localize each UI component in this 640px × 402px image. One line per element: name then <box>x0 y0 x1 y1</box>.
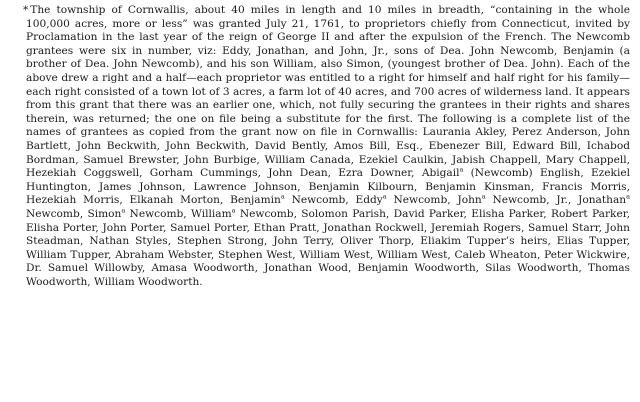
text-segment: Newcomb, Solomon Parish, David Parker, Elisha Parker, Robert Parker, Elisha Porter, John Porter, Samuel Porter, Ethan Pratt, Jonathan Rockwell, Jeremiah Rogers, Samuel Starr, John Steadman, Nathan Styles, Stephen Strong, John Terry, Oliver Thorp, Eliakim Tupper’s heirs, Elias Tupper, William Tupper, Abraham Webster, Stephen West, William West, William West, Caleb Wheaton, Peter Wickwire, Dr. Samuel Willowby, Amasa Woodworth, Jonathan Wood, Benjamin Woodworth, Silas Woodworth, Thomas Woodworth, William Woodworth. <box>26 207 631 288</box>
superscript-mark: a <box>280 192 285 201</box>
superscript-mark: a <box>459 165 464 174</box>
superscript-mark: a <box>481 192 486 201</box>
text-segment: The township of Cornwallis, about 40 miles in length and 10 miles in breadth, “containing in the whole 100,000 acres, more or less” was granted July 21, 1761, to proprietors chiefly from Connecticut, invited by Proclamation in the last year of the reign of George II and after the expulsion of the French. The Newcomb grantees were six in number, viz: Eddy, Jonathan, and John, Jr., sons of Dea. John Newcomb, Benjamin (a brother of Dea. John Newcomb), and his son William, also Simon, (youngest brother of Dea. John). Each of the above drew a right and a half—each proprietor was entitled to a right for himself and half right for his family—each right consisted of a town lot of 3 acres, a farm lot of 40 acres, and 700 acres of wilderness land. It appears from this grant that there was an earlier one, which, not fully securing the grantees in their rights and shares therein, was returned; the one on file being a substitute for the first. The following is a complete list of the names of grantees as copied from the grant now on file in Cornwallis: Laurania Akley, Perez Anderson, John Bartlett, John Beckwith, John Beckwith, David Bently, Amos Bill, Esq., Ebenezer Bill, Edward Bill, Ichabod Bordman, Samuel Brewster, John Burbige, William Canada, Ezekiel Caulkin, Jabish Chappell, Mary Chappell, Hezekiah Coggswell, Gorham Cummings, John Dean, Ezra Downer, Abigail <box>26 4 630 180</box>
text-segment: Newcomb, William <box>125 207 232 220</box>
text-segment: Newcomb, Simon <box>26 207 122 220</box>
superscript-mark: a <box>626 192 630 201</box>
text-segment: Newcomb, Jr., Jonathan <box>485 194 627 207</box>
text-segment: Newcomb, John <box>386 194 482 207</box>
footnote-text <box>26 4 630 288</box>
text-segment: (Newcomb) English, Ezekiel Huntington, James Johnson, Lawrence Johnson, Benjamin Kilbourn, Benjamin Kinsman, Francis Morris, Hezekiah Morris, Elkanah Morton, Benjamin <box>26 167 630 207</box>
superscript-mark: a <box>231 206 236 215</box>
footnote-marker: * <box>23 4 29 16</box>
superscript-mark: a <box>382 192 387 201</box>
text-segment: Newcomb, Eddy <box>284 194 383 207</box>
footnote-paragraph <box>23 4 631 289</box>
superscript-mark: a <box>121 206 126 215</box>
